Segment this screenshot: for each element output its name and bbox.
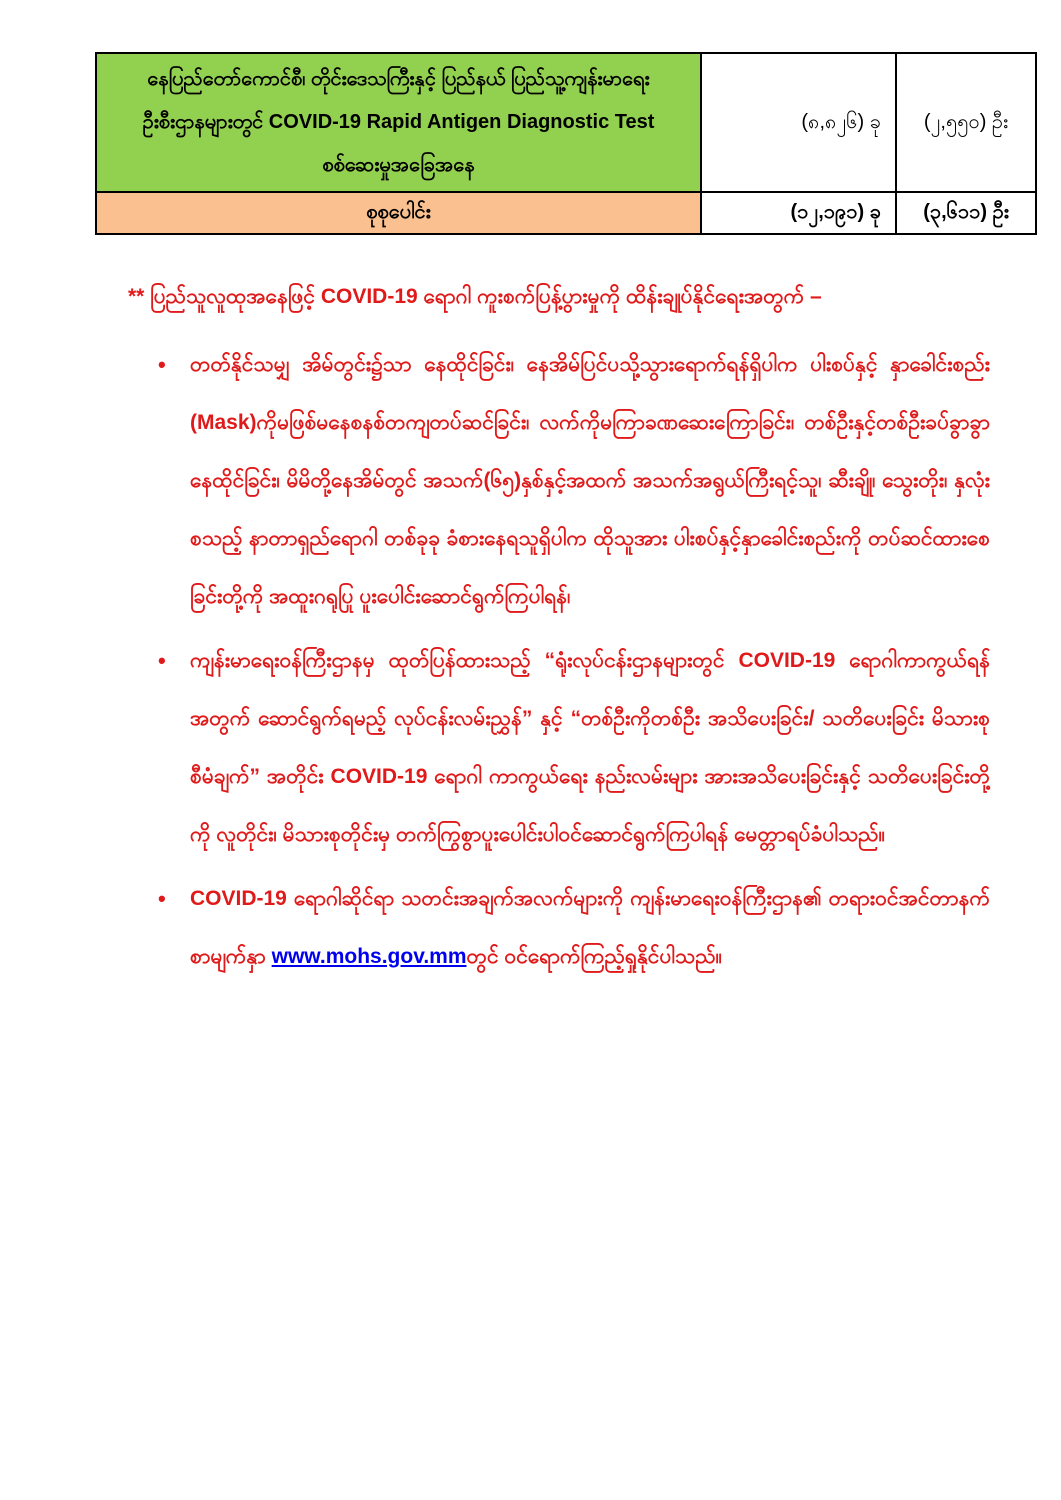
total-persons-cell: (၃,၆၁၁) ဦး xyxy=(896,192,1036,234)
mohs-website-link[interactable]: www.mohs.gov.mm xyxy=(271,945,467,968)
bullet-icon: • xyxy=(158,352,166,377)
table-row xyxy=(96,53,1036,192)
table-title: နေပြည်တော်ကောင်စီ၊ တိုင်းဒေသကြီးနှင့် ပြည်နယ် ပြည်သူ့ကျန်းမာရေးဦးစီးဌာနများတွင် COVID-19 Rapid Antigen Diagnostic Test စစ်ဆေးမှုအခြေအနေ xyxy=(142,68,655,176)
persons-count-cell: (၂,၅၅၀) ဦး xyxy=(896,53,1036,192)
bullet-text: ကျန်းမာရေးဝန်ကြီးဌာနမှ ထုတ်ပြန်ထားသည့် “ရုံးလုပ်ငန်းဌာနများတွင် COVID-19 ရောဂါကာကွယ်ရန်အတွက် ဆောင်ရွက်ရမည့် လုပ်ငန်းလမ်းညွှန်” နှင့် “တစ်ဦးကိုတစ်ဦး အသိပေးခြင်း/ သတိပေးခြင်း မိသားစုစီမံချက်” အတိုင်း COVID-19 ရောဂါ ကာကွယ်ရေး နည်းလမ်းများ အားအသိပေးခြင်းနှင့် သတိပေးခြင်းတို့ကို လူတိုင်း၊ မိသားစုတိုင်းမှ တက်ကြွစွာပူးပေါင်းပါဝင်ဆောင်ရွက်ကြပါရန် မေတ္တာရပ်ခံပါသည်။ xyxy=(190,649,990,846)
bullet-icon: • xyxy=(158,648,166,673)
intro-line: ** ပြည်သူလူထုအနေဖြင့် COVID-19 ရောဂါ ကူးစက်ပြန့်ပွားမှုကို ထိန်းချုပ်နိုင်ရေးအတွက် – xyxy=(128,285,822,308)
list-item xyxy=(128,336,990,626)
bullet-icon: • xyxy=(158,886,166,911)
total-tests-cell: (၁၂,၁၉၁) ခု xyxy=(701,192,896,234)
bullet-text: တတ်နိုင်သမျှ အိမ်တွင်း၌သာ နေထိုင်ခြင်း၊ နေအိမ်ပြင်ပသို့သွားရောက်ရန်ရှိပါက ပါးစပ်နှင့် နှာခေါင်းစည်း (Mask)ကိုမဖြစ်မနေစနစ်တကျတပ်ဆင်ခြင်း၊ လက်ကိုမကြာခဏဆေးကြောခြင်း၊ တစ်ဦးနှင့်တစ်ဦးခပ်ခွာခွာနေထိုင်ခြင်း၊ မိမိတို့နေအိမ်တွင် အသက်(၆၅)နှစ်နှင့်အထက် အသက်အရွယ်ကြီးရင့်သူ၊ ဆီးချို၊ သွေးတိုး၊ နှလုံး စသည့် နာတာရှည်ရောဂါ တစ်ခုခု ခံစားနေရသူရှိပါက ထိုသူအား ပါးစပ်နှင့်နှာခေါင်းစည်းကို တပ်ဆင်ထားစေခြင်းတို့ကို အထူးဂရုပြု ပူးပေါင်းဆောင်ရွက်ကြပါရန်၊ xyxy=(190,353,990,608)
tests-count-cell: (၈,၈၂၆) ခု xyxy=(701,53,896,192)
bullet-list xyxy=(128,336,990,986)
table-title-cell xyxy=(96,53,701,192)
bullet-text-prefix: COVID-19 ရောဂါဆိုင်ရာ သတင်းအချက်အလက်များကို ကျန်းမာရေးဝန်ကြီးဌာန၏ တရားဝင်အင်တာနက်စာမျက်နှာ xyxy=(190,887,990,968)
list-item xyxy=(128,870,990,986)
bullet-text xyxy=(190,887,990,968)
notice-body xyxy=(128,268,990,992)
total-label-cell: စုစုပေါင်း xyxy=(96,192,701,234)
table-row xyxy=(96,192,1036,234)
list-item xyxy=(128,632,990,864)
test-summary-table xyxy=(95,52,1037,235)
bullet-text-suffix: တွင် ဝင်ရောက်ကြည့်ရှုနိုင်ပါသည်။ xyxy=(466,945,723,968)
